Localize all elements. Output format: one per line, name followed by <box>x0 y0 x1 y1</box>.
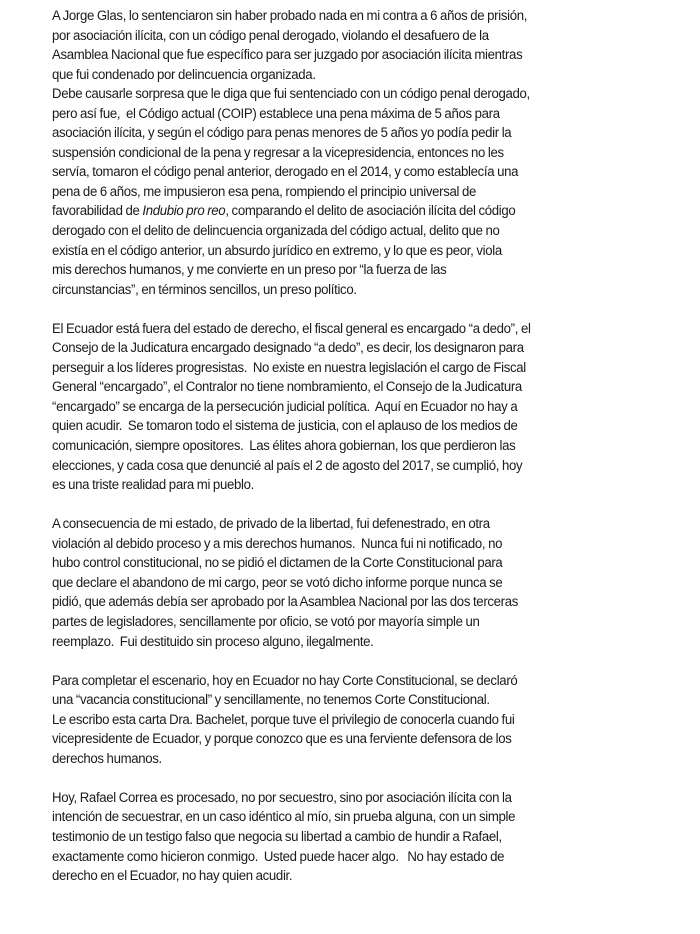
text-line: Asamblea Nacional que fue específico para ser juzgado por asociación ilícita mientras <box>52 47 523 64</box>
letter-document <box>52 7 672 906</box>
text-line: perseguir a los líderes progresistas. No existe en nuestra legislación el cargo de Fiscal <box>52 359 526 376</box>
text-line: intención de secuestrar, en un caso idéntico al mío, sin prueba alguna, con un simple <box>52 809 516 826</box>
paragraph-rafael-correa <box>52 789 672 887</box>
text-line: “encargado” se encarga de la persecución judicial política. Aquí en Ecuador no hay a <box>52 398 518 415</box>
paragraph-constitutional-court <box>52 672 672 770</box>
text-line: una “vacancia constitucional” y sencillamente, no tenemos Corte Constitucional. <box>52 692 490 709</box>
text-line: hubo control constitucional, no se pidió el dictamen de la Corte Constitucional para <box>52 555 503 572</box>
text-line: Para completar el escenario, hoy en Ecuador no hay Corte Constitucional, se declaró <box>52 672 518 689</box>
text-line: suspensión condicional de la pena y regresar a la vicepresidencia, entonces no les <box>52 144 504 161</box>
text-line: vicepresidente de Ecuador, y porque conozco que es una ferviente defensora de los <box>52 731 512 748</box>
text-line: Hoy, Rafael Correa es procesado, no por secuestro, sino por asociación ilícita con la <box>52 789 512 806</box>
text-line: quien acudir. Se tomaron todo el sistema de justicia, con el aplauso de los medios de <box>52 418 518 435</box>
text-line: partes de legisladores, sencillamente por oficio, se votó por mayoría simple un <box>52 613 480 630</box>
text-line-with-italic <box>52 202 629 222</box>
text-line: A Jorge Glas, lo sentenciaron sin haber probado nada en mi contra a 6 años de prisión, <box>52 8 528 24</box>
text-line: testimonio de un testigo falso que negocia su libertad a cambio de hundir a Rafael, <box>52 828 502 845</box>
text-line: servía, tomaron el código penal anterior, derogado en el 2014, y como establecía una <box>52 164 519 181</box>
paragraph-removal <box>52 515 672 652</box>
text-line: General “encargado”, el Contralor no tiene nombramiento, el Consejo de la Judicatura <box>52 379 522 396</box>
text-segment: , comparando el delito de asociación ilícita del código <box>225 203 516 220</box>
text-line: elecciones, y cada cosa que denuncié al país el 2 de agosto del 2017, se cumplió, hoy <box>52 457 523 474</box>
paragraph-sentence <box>52 7 672 300</box>
paragraph-rule-of-law <box>52 320 672 496</box>
text-segment: favorabilidad de <box>52 203 143 220</box>
text-line: existía en el código anterior, un absurdo jurídico en extremo, y lo que es peor, viola <box>52 242 502 259</box>
text-line: pidió, que además debía ser aprobado por la Asamblea Nacional por las dos terceras <box>52 594 519 611</box>
text-line: por asociación ilícita, con un código penal derogado, violando el desafuero de la <box>52 27 489 44</box>
text-line: exactamente como hicieron conmigo. Usted puede hacer algo. No hay estado de <box>52 848 505 865</box>
text-line: comunicación, siempre opositores. Las élites ahora gobiernan, los que perdieron las <box>52 438 516 455</box>
text-line: Consejo de la Judicatura encargado designado “a dedo”, es decir, los designaron para <box>52 340 524 357</box>
text-line: derechos humanos. <box>52 750 162 767</box>
text-line: pena de 6 años, me impusieron esa pena, rompiendo el principio universal de <box>52 183 477 200</box>
text-line: que declare el abandono de mi cargo, peor se votó dicho informe porque nunca se <box>52 574 503 591</box>
text-line: El Ecuador está fuera del estado de derecho, el fiscal general es encargado “a dedo”, el <box>52 320 531 337</box>
text-line: Le escribo esta carta Dra. Bachelet, porque tuve el privilegio de conocerla cuando fui <box>52 711 515 728</box>
text-line: circunstancias”, en términos sencillos, un preso político. <box>52 281 357 298</box>
text-line: asociación ilícita, y según el código para penas menores de 5 años yo podía pedir la <box>52 125 512 142</box>
text-line: pero así fue, el Código actual (COIP) establece una pena máxima de 5 años para <box>52 105 500 122</box>
text-line: es una triste realidad para mi pueblo. <box>52 477 254 494</box>
latin-phrase-italic: Indubio pro reo <box>142 203 226 220</box>
text-line: Debe causarle sorpresa que le diga que fui sentenciado con un código penal derogado, <box>52 86 530 103</box>
text-line: derecho en el Ecuador, no hay quien acudir. <box>52 868 293 885</box>
text-line: que fui condenado por delincuencia organizada. <box>52 66 316 83</box>
text-line: derogado con el delito de delincuencia organizada del código actual, delito que no <box>52 223 500 240</box>
text-line: mis derechos humanos, y me convierte en un preso por “la fuerza de las <box>52 262 447 279</box>
text-line: A consecuencia de mi estado, de privado de la libertad, fui defenestrado, en otra <box>52 516 490 533</box>
text-line: violación al debido proceso y a mis derechos humanos. Nunca fui ni notificado, no <box>52 535 503 552</box>
text-line: reemplazo. Fui destituido sin proceso alguno, ilegalmente. <box>52 633 374 650</box>
